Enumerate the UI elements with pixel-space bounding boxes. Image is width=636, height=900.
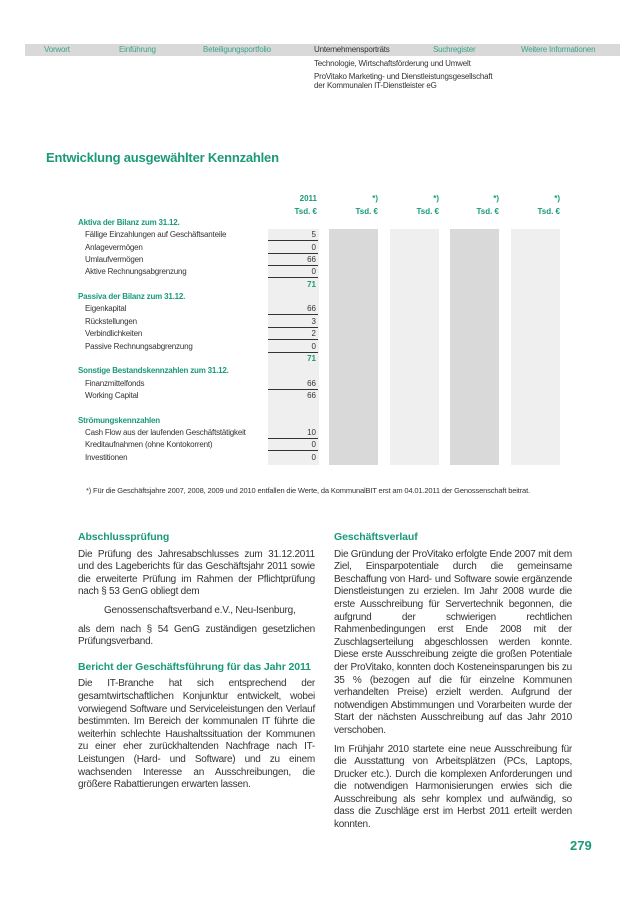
row-value-2011: 3 <box>311 316 316 326</box>
column-header-year: *) <box>554 194 560 203</box>
nav-item-unternehmensportraets[interactable]: Unternehmensporträts <box>314 45 390 54</box>
row-label: Anlagevermögen <box>85 242 143 252</box>
table-row <box>78 390 318 402</box>
row-label: Eigenkapital <box>85 304 127 314</box>
row-value-2011: 66 <box>307 378 316 388</box>
row-value-2011: 71 <box>307 279 316 289</box>
table-section-header <box>78 365 318 377</box>
section-nav <box>25 44 620 56</box>
table-row <box>78 328 318 340</box>
left-column <box>78 531 315 798</box>
nav-item-weitere-informationen[interactable]: Weitere Informationen <box>521 45 596 54</box>
row-value-2011: 10 <box>307 427 316 437</box>
row-label: Aktiva der Bilanz zum 31.12. <box>78 218 180 227</box>
table-row <box>78 266 318 278</box>
row-value-2011: 0 <box>311 341 316 351</box>
category-label: Technologie, Wirtschaftsförderung und Umwelt <box>314 59 471 68</box>
row-label: Working Capital <box>85 390 139 400</box>
footnote: *) Für die Geschäftsjahre 2007, 2008, 2009 und 2010 entfallen die Werte, da KommunalBIT erst am 04.01.2011 der Genossenschaft beitrat. <box>86 486 530 495</box>
row-value-2011: 0 <box>311 452 316 462</box>
column-header-unit: Tsd. € <box>294 207 317 216</box>
right-column <box>334 531 572 838</box>
row-label: Finanzmittelfonds <box>85 378 145 388</box>
nav-item-vorwort[interactable]: Vorwort <box>44 45 70 54</box>
row-value-2011: 0 <box>311 440 316 450</box>
column-header-year: 2011 <box>299 194 317 203</box>
row-value-2011: 66 <box>307 255 316 265</box>
table-row <box>78 242 318 254</box>
table-row <box>78 427 318 439</box>
row-label: Kreditaufnahmen (ohne Kontokorrent) <box>85 440 213 450</box>
row-label: Strömungskennzahlen <box>78 415 160 425</box>
column-header-year: *) <box>433 194 439 203</box>
company-name-line1: ProVitako Marketing- und Dienstleistungsgesellschaft <box>314 72 493 81</box>
row-label: Passiva der Bilanz zum 31.12. <box>78 292 186 302</box>
table-section-header <box>78 217 318 229</box>
table-row <box>78 254 318 266</box>
row-label: Passive Rechnungsabgrenzung <box>85 341 193 351</box>
column-header-unit: Tsd. € <box>355 207 378 216</box>
table-section-header <box>78 415 318 427</box>
paragraph: Die IT-Branche hat sich entsprechend der gesamtwirtschaftlichen Konjunktur entwickelt, wobei vorwiegend Software und Serviceleistungen den Verlauf bestimmten. Im Bereich der kommunalen IT führte die weiterhin schlechte Haushaltssituation der Kommunen zu einer eher zurückhaltenden Nachfrage nach IT-Leistungen (Hard- und Software) und zu einem wachsenden Interesse an Ausschreibungen, die größere Rabattierungen erwarten lassen. <box>78 678 315 791</box>
column-shade <box>511 229 560 465</box>
table-row <box>78 439 318 451</box>
column-shade <box>450 229 499 465</box>
row-label: Investitionen <box>85 452 128 462</box>
table-section-header <box>78 291 318 303</box>
row-label: Cash Flow aus der laufenden Geschäftstätigkeit <box>85 427 246 437</box>
row-label: Verbindlichkeiten <box>85 329 143 339</box>
nav-item-suchregister[interactable]: Suchregister <box>433 45 476 54</box>
paragraph: als dem nach § 54 GenG zuständigen gesetzlichen Prüfungsverband. <box>78 623 315 648</box>
column-header-year: *) <box>493 194 499 203</box>
table-row <box>78 229 318 241</box>
row-label: Umlaufvermögen <box>85 255 144 265</box>
column-header-unit: Tsd. € <box>476 207 499 216</box>
page-title: Entwicklung ausgewählter Kennzahlen <box>46 150 279 165</box>
paragraph: Im Frühjahr 2010 startete eine neue Ausschreibung für die Ausstattung von Arbeitsplätzen (PCs, Laptops, Drucker etc.). Durch die komplexen Anforderungen und die notwendigen Harmonisierungen erwies sich die Ausschreibung als sehr komplex und aufwändig, so dass die Zuschläge erst im Herbst 2011 erteilt werden konnten. <box>334 743 572 831</box>
paragraph-auditor: Genossenschaftsverband e.V., Neu-Isenburg, <box>104 604 296 616</box>
table-total-row <box>78 279 318 291</box>
row-value-2011: 66 <box>307 304 316 314</box>
table-row <box>78 341 318 353</box>
heading-abschlusspruefung: Abschlussprüfung <box>78 531 170 543</box>
row-value-2011: 2 <box>311 329 316 339</box>
table-total-row <box>78 353 318 365</box>
nav-item-beteiligungsportfolio[interactable]: Beteiligungsportfolio <box>203 45 271 54</box>
table-row <box>78 452 318 464</box>
paragraph: Die Gründung der ProVitako erfolgte Ende 2007 mit dem Ziel, Einsparpotentiale durch die gemeinsame Beschaffung von Hard- und Software sowie ergänzende Dienstleistungen zu erzielen. Im Jahr 2008 wurde die erste Ausschreibung für Servertechnik begonnen, die aufgrund der schwierigen rechtlichen Rahmenbedingungen erst Ende 2008 mit der Zuschlagserteilung abgeschlossen werden konnte. Diese erste Ausschreibung zeigte die großen Potentiale der ProVitako, konnten doch Kosteneinsparungen bis zu 35 % (bezogen auf die für einzelne Kommunen verhandelten Preise) erzielt werden. Aufgrund der notwendigen Abstimmungen und Vorarbeiten wurde der Start der nächsten Ausschreibung auf das Jahr 2010 verschoben. <box>334 548 572 736</box>
row-value-2011: 66 <box>307 390 316 400</box>
row-value-2011: 0 <box>311 267 316 277</box>
column-header-unit: Tsd. € <box>416 207 439 216</box>
column-shade <box>390 229 439 465</box>
column-header-unit: Tsd. € <box>537 207 560 216</box>
page-number: 279 <box>570 838 592 853</box>
nav-item-einfuehrung[interactable]: Einführung <box>119 45 156 54</box>
paragraph: Die Prüfung des Jahresabschlusses zum 31.12.2011 und des Lageberichts für das Geschäftsjahr 2011 sowie die erweiterte Prüfung im Rahmen der Pflichtprüfung nach § 53 GenG obliegt dem <box>78 548 315 598</box>
column-shade <box>329 229 378 465</box>
company-name-line2: der Kommunalen IT-Dienstleister eG <box>314 81 437 90</box>
row-value-2011: 0 <box>311 242 316 252</box>
heading-bericht: Bericht der Geschäftsführung für das Jahr 2011 <box>78 660 311 673</box>
table-row <box>78 378 318 390</box>
column-header-year: *) <box>372 194 378 203</box>
row-value-2011: 5 <box>311 230 316 240</box>
table-row <box>78 316 318 328</box>
row-label: Aktive Rechnungsabgrenzung <box>85 267 187 277</box>
heading-geschaeftsverlauf: Geschäftsverlauf <box>334 531 418 543</box>
row-label: Sonstige Bestandskennzahlen zum 31.12. <box>78 366 229 376</box>
row-value-2011: 71 <box>307 353 316 363</box>
table-row <box>78 402 318 414</box>
table-row <box>78 303 318 315</box>
row-label: Fällige Einzahlungen auf Geschäftsanteile <box>85 230 227 240</box>
row-label: Rückstellungen <box>85 316 137 326</box>
